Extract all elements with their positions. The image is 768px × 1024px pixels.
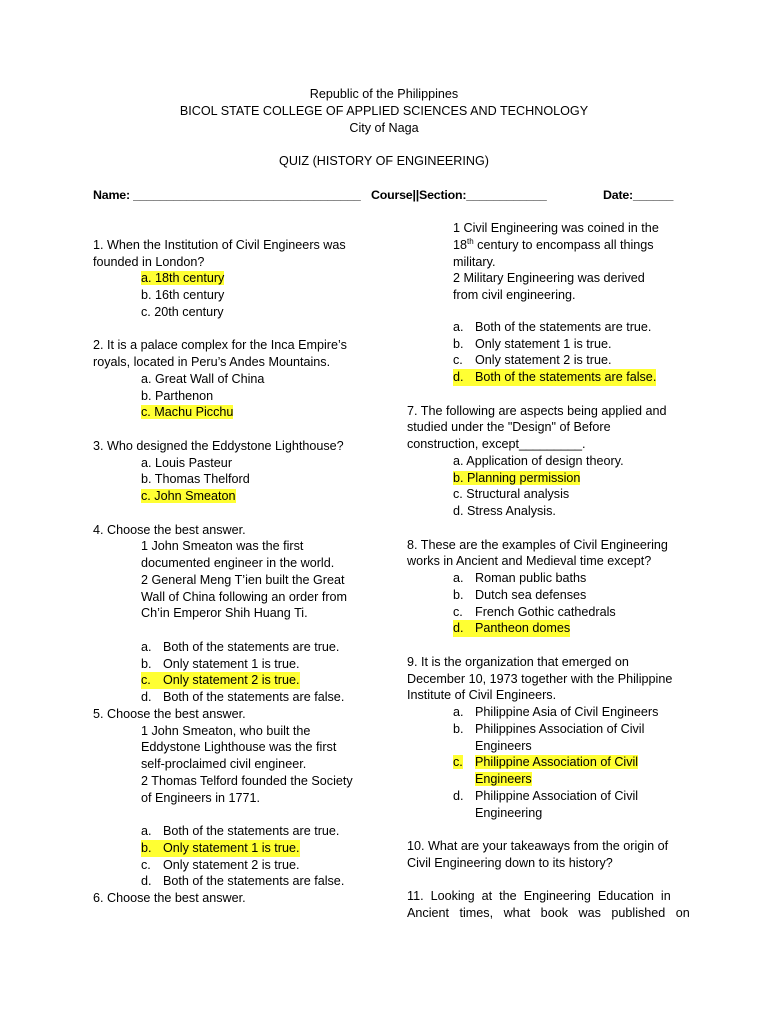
question-4 (93, 522, 361, 706)
question-9 (407, 654, 675, 822)
correct-answer-highlight: c. Machu Picchu (141, 405, 234, 420)
choice-a (407, 570, 675, 587)
city-line: City of Naga (349, 120, 419, 135)
question-3 (93, 438, 361, 505)
choice-marker: c. (453, 604, 463, 619)
choice-a (407, 704, 675, 721)
choice-c (93, 404, 361, 421)
question-text: studied under the "Design" of Before (407, 420, 611, 435)
question-2 (93, 337, 361, 421)
choice-text: Both of the statements are true. (163, 824, 340, 838)
choice-c (93, 857, 361, 874)
choice-a (407, 319, 675, 336)
choice-b (93, 840, 361, 857)
statement-line: self-proclaimed civil engineer. (141, 757, 307, 771)
question-6-statements (407, 220, 675, 386)
choice-text: Both of the statements are true. (475, 319, 652, 334)
choice-text: French Gothic cathedrals (475, 604, 616, 619)
statement-line: 2 Thomas Telford founded the Society (141, 773, 353, 788)
correct-answer-highlight: Philippine Association of Civil Engineers (475, 755, 639, 786)
choice-text: Both of the statements are false. (163, 690, 345, 704)
quiz-title: QUIZ (HISTORY OF ENGINEERING) (279, 154, 489, 169)
choice-d: d. Stress Analysis. (453, 504, 556, 518)
correct-answer-highlight: Only statement 2 is true. (163, 673, 300, 688)
choice-c (93, 672, 361, 689)
choice-marker: c. (141, 672, 163, 689)
choice-marker: b. (141, 840, 163, 857)
college-name: BICOL STATE COLLEGE OF APPLIED SCIENCES AND TECHNOLOGY (179, 103, 589, 118)
right-column (407, 220, 690, 922)
choice-text: Philippines Association of Civil Engineers (475, 721, 645, 753)
statement-line: 1 John Smeaton was the first (141, 539, 304, 554)
choice-b: b. 16th century (141, 288, 225, 302)
question-text: 5. Choose the best answer. (93, 706, 246, 721)
question-10 (407, 838, 675, 872)
statement-line: from civil engineering. (453, 288, 576, 302)
correct-answer-highlight: Both of the statements are false. (475, 370, 657, 384)
choice-a (93, 270, 361, 287)
course-section-field[interactable]: Course||Section:____________ (371, 188, 547, 202)
choice-text: Both of the statements are true. (163, 639, 340, 654)
choice-c: c. 20th century (141, 304, 224, 319)
correct-answer-highlight: a. 18th century (141, 271, 225, 286)
question-5 (93, 706, 361, 890)
choice-d (93, 689, 361, 706)
choice-c (407, 604, 675, 621)
left-column (93, 220, 361, 907)
choice-text: Only statement 2 is true. (475, 353, 612, 368)
choice-marker: d. (453, 788, 464, 803)
statement-line: Eddystone Lighthouse was the first (141, 740, 337, 755)
choice-text: Philippine Asia of Civil Engineers (475, 705, 659, 719)
choice-a (93, 823, 361, 840)
choice-marker: d. (453, 620, 475, 637)
date-field[interactable]: Date:______ (603, 188, 674, 202)
question-text: 9. It is the organization that emerged on (407, 654, 629, 669)
choice-a: a. Application of design theory. (453, 453, 624, 468)
choice-b (407, 336, 675, 353)
choice-text: Only statement 1 is true. (163, 656, 300, 671)
question-7 (407, 403, 675, 520)
choice-marker: b. (141, 656, 152, 671)
choice-c: c. Structural analysis (453, 487, 570, 502)
question-text: December 10, 1973 together with the Philippine (407, 671, 673, 686)
choice-marker: b. (453, 587, 464, 602)
question-text: Institute of Civil Engineers. (407, 688, 557, 703)
question-text: 3. Who designed the Eddystone Lighthouse? (93, 438, 344, 453)
statement-line: 2 General Meng T’ien built the Great (141, 572, 345, 587)
republic-line: Republic of the Philippines (309, 87, 459, 101)
choice-d (407, 788, 675, 822)
choice-marker: c. (453, 353, 463, 368)
choice-marker: a. (453, 571, 464, 585)
statement-line: 2 Military Engineering was derived (453, 271, 645, 286)
choice-marker: a. (141, 639, 152, 654)
choice-text: Only statement 2 is true. (163, 857, 300, 872)
choice-text: Both of the statements are false. (163, 874, 345, 889)
name-field[interactable]: Name: __________________________________ (93, 188, 361, 202)
choice-marker: d. (141, 690, 152, 704)
choice-marker: d. (141, 874, 152, 889)
question-text: 2. It is a palace complex for the Inca Empire’s (93, 338, 347, 353)
choice-text: Only statement 1 is true. (475, 336, 612, 351)
choice-b (93, 656, 361, 673)
choice-text: Roman public baths (475, 571, 587, 585)
choice-b (407, 721, 675, 755)
question-1 (93, 237, 361, 321)
statement-line: documented engineer in the world. (141, 556, 335, 570)
statement-line: of Engineers in 1771. (141, 790, 261, 805)
choice-d (93, 873, 361, 890)
statement-line: 1 Civil Engineering was coined in the (453, 221, 659, 235)
statement-line: military. (453, 254, 496, 269)
choice-d (407, 369, 675, 386)
question-text: royals, located in Peru’s Andes Mountains. (93, 355, 331, 369)
choice-b (407, 470, 675, 487)
correct-answer-highlight: Pantheon domes (475, 621, 571, 636)
question-text: 11. Looking at the Engineering Education in (407, 889, 671, 904)
choice-a: a. Louis Pasteur (141, 455, 233, 470)
question-text: 10. What are your takeaways from the origin of (407, 839, 669, 853)
question-text: founded in London? (93, 254, 205, 269)
statement-line: Wall of China following an order from (141, 589, 348, 604)
choice-marker: b. (453, 336, 464, 351)
statement-line: Ch’in Emperor Shih Huang Ti. (141, 606, 308, 621)
choice-c (407, 352, 675, 369)
choice-c (93, 488, 361, 505)
question-text: works in Ancient and Medieval time except? (407, 554, 652, 569)
choice-text: Philippine Association of Civil Engineering (475, 788, 639, 820)
correct-answer-highlight: b. Planning permission (453, 470, 581, 485)
choice-text: Dutch sea defenses (475, 587, 587, 602)
choice-b: b. Parthenon (141, 388, 214, 403)
question-6-prompt (93, 890, 361, 907)
question-text: 6. Choose the best answer. (93, 891, 246, 905)
choice-marker: d. (453, 369, 475, 386)
statement-line: 18th century to encompass all things (453, 236, 654, 252)
choice-marker: c. (141, 857, 151, 872)
choice-a: a. Great Wall of China (141, 371, 265, 386)
choice-c (407, 754, 675, 788)
question-text: 1. When the Institution of Civil Engineers was (93, 237, 346, 252)
choice-d (407, 620, 675, 637)
question-text: Civil Engineering down to its history? (407, 855, 613, 870)
statement-line: 1 John Smeaton, who built the (141, 723, 311, 738)
choice-marker: c. (453, 755, 463, 770)
document-header (0, 86, 768, 170)
choice-marker: b. (453, 721, 464, 736)
question-text: 7. The following are aspects being applied and (407, 403, 667, 418)
question-8 (407, 537, 675, 638)
choice-marker: a. (453, 319, 464, 334)
question-text: 4. Choose the best answer. (93, 522, 246, 537)
correct-answer-highlight: Only statement 1 is true. (163, 840, 300, 855)
correct-answer-highlight: c. John Smeaton (141, 489, 236, 503)
question-text: 8. These are the examples of Civil Engineering (407, 537, 668, 552)
choice-marker: a. (453, 705, 464, 719)
choice-b (407, 587, 675, 604)
question-11 (407, 888, 690, 922)
question-text: construction, except_________. (407, 437, 586, 451)
question-text: Ancient times, what book was published on (407, 906, 690, 920)
choice-a (93, 639, 361, 656)
choice-b: b. Thomas Thelford (141, 472, 250, 487)
choice-marker: a. (141, 824, 152, 838)
